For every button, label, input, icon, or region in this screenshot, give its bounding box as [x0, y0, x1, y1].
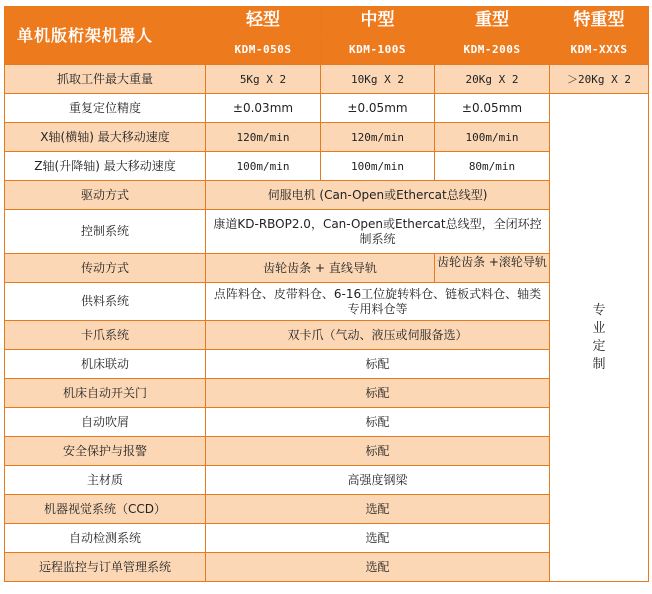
model-light: KDM-050S — [206, 35, 321, 65]
value-feeding: 点阵料仓、皮带料仓、6-16工位旋转料仓、链板式料仓、轴类专用料仓等 — [206, 283, 550, 321]
value-linkage: 标配 — [206, 350, 550, 379]
label-auto-detect: 自动检测系统 — [5, 524, 206, 553]
value-x-speed-light: 120m/min — [206, 123, 321, 152]
value-material: 高强度钢梁 — [206, 466, 550, 495]
value-z-speed-medium: 100m/min — [321, 152, 435, 181]
value-max-weight-heavy: 20Kg X 2 — [435, 65, 550, 94]
value-remote: 选配 — [206, 553, 550, 582]
label-vision: 机器视觉系统（CCD） — [5, 495, 206, 524]
row-precision — [5, 94, 649, 123]
label-auto-door: 机床自动开关门 — [5, 379, 206, 408]
table-title: 单机版桁架机器人 — [5, 7, 206, 65]
label-linkage: 机床联动 — [5, 350, 206, 379]
label-remote: 远程监控与订单管理系统 — [5, 553, 206, 582]
value-max-weight-medium: 10Kg X 2 — [321, 65, 435, 94]
header-row-types — [5, 7, 649, 35]
value-safety: 标配 — [206, 437, 550, 466]
model-heavy: KDM-200S — [435, 35, 550, 65]
value-precision-medium: ±0.05mm — [321, 94, 435, 123]
label-feeding: 供料系统 — [5, 283, 206, 321]
spec-table — [4, 6, 649, 582]
value-z-speed-heavy: 80m/min — [435, 152, 550, 181]
value-transmission-b: 齿轮齿条 +滚轮导轨 — [437, 255, 547, 269]
label-control: 控制系统 — [5, 210, 206, 254]
label-material: 主材质 — [5, 466, 206, 495]
label-drive: 驱动方式 — [5, 181, 206, 210]
label-chip-blow: 自动吹屑 — [5, 408, 206, 437]
custom-cell — [550, 94, 649, 582]
label-max-weight: 抓取工件最大重量 — [5, 65, 206, 94]
type-light: 轻型 — [206, 7, 321, 35]
label-z-speed: Z轴(升降轴) 最大移动速度 — [5, 152, 206, 181]
value-control: 康道KD-RBOP2.0，Can-Open或Ethercat总线型，全闭环控制系统 — [206, 210, 550, 254]
type-medium: 中型 — [321, 7, 435, 35]
value-gripper: 双卡爪（气动、液压或伺服备选） — [206, 321, 550, 350]
value-max-weight-light: 5Kg X 2 — [206, 65, 321, 94]
value-auto-door: 标配 — [206, 379, 550, 408]
label-x-speed: X轴(横轴) 最大移动速度 — [5, 123, 206, 152]
value-x-speed-heavy: 100m/min — [435, 123, 550, 152]
value-z-speed-light: 100m/min — [206, 152, 321, 181]
value-x-speed-medium: 120m/min — [321, 123, 435, 152]
value-vision: 选配 — [206, 495, 550, 524]
row-max-weight — [5, 65, 649, 94]
model-medium: KDM-100S — [321, 35, 435, 65]
value-drive: 伺服电机 (Can-Open或Ethercat总线型) — [206, 181, 550, 210]
label-precision: 重复定位精度 — [5, 94, 206, 123]
value-transmission-b-cell — [435, 254, 550, 283]
model-extra-heavy: KDM-XXXS — [550, 35, 649, 65]
value-auto-detect: 选配 — [206, 524, 550, 553]
value-precision-light: ±0.03mm — [206, 94, 321, 123]
value-transmission-a: 齿轮齿条 + 直线导轨 — [206, 254, 435, 283]
label-safety: 安全保护与报警 — [5, 437, 206, 466]
value-chip-blow: 标配 — [206, 408, 550, 437]
value-precision-heavy: ±0.05mm — [435, 94, 550, 123]
custom-label: 专业定制 — [592, 302, 606, 372]
type-extra-heavy: 特重型 — [550, 7, 649, 35]
label-transmission: 传动方式 — [5, 254, 206, 283]
type-heavy: 重型 — [435, 7, 550, 35]
label-gripper: 卡爪系统 — [5, 321, 206, 350]
value-max-weight-extra: ＞20Kg X 2 — [550, 65, 649, 94]
